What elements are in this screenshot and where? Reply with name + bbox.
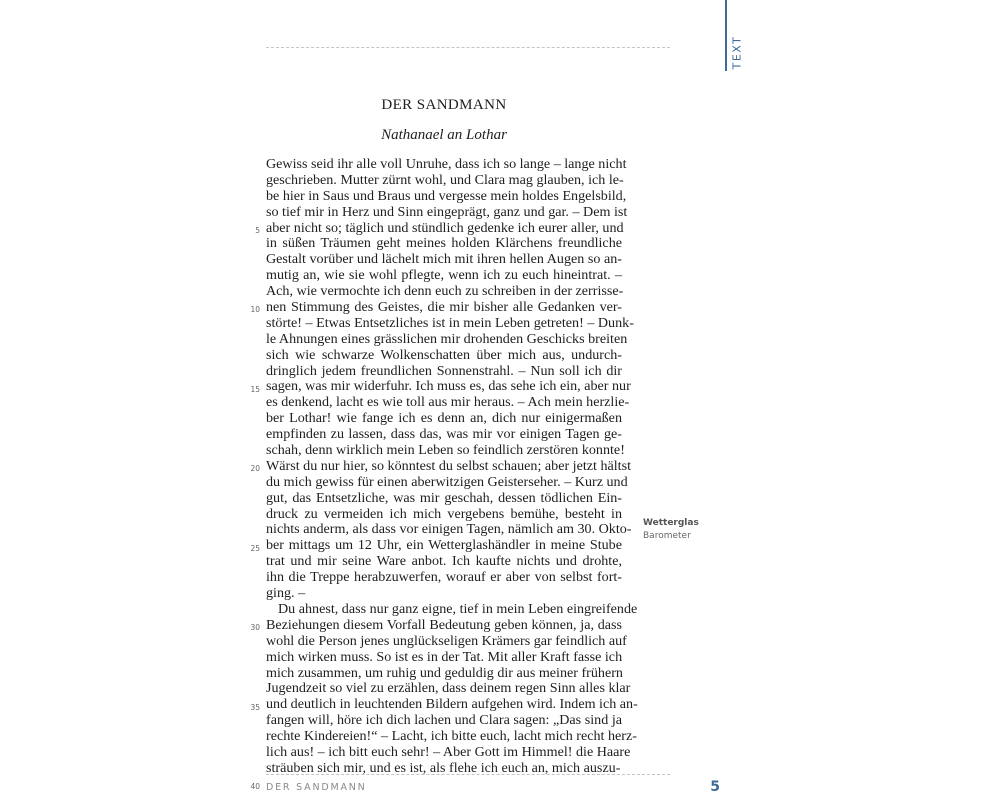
text-line: wohl die Person jenes unglückseligen Krämers gar feindlich auf (266, 632, 627, 649)
text-line: ber Lothar! wie fange ich es denn an, dich nur einigermaßen (266, 410, 622, 427)
side-tab-label: TEXT (730, 35, 744, 69)
text-line: dringlich jedem freundlichen Sonnenstrahl. – Nun soll ich dir (266, 362, 622, 379)
text-line: geschrieben. Mutter zürnt wohl, und Clara mag glauben, ich le- (266, 171, 624, 188)
text-line: Wärst du nur hier, so könntest du selbst schauen; aber jetzt hältst (266, 457, 631, 474)
side-tab (727, 30, 747, 74)
text-line: ihn die Treppe herabzuwerfen, worauf er aber von selbst fort- (266, 569, 622, 586)
text-line: sträuben sich mir, und es ist, als flehe ich euch an, mich auszu- (266, 759, 621, 776)
letter-title: Nathanael an Lothar (381, 127, 507, 143)
text-line: gut, das Entsetzliche, was mir geschah, dessen tödlichen Ein- (266, 489, 622, 506)
text-line: rechte Kindereien!“ – Lacht, ich bitte euch, lacht mich recht herz- (266, 728, 637, 745)
line-number: 35 (250, 702, 260, 712)
text-line: schah, denn wirklich mein Leben so feindlich zerstören konnte! (266, 442, 625, 459)
gloss-definition: Barometer (643, 531, 691, 541)
text-line: ber mittags um 12 Uhr, ein Wetterglashändler in meine Stube (266, 537, 622, 554)
text-line: be hier in Saus und Braus und vergesse mein holdes Engelsbild, (266, 187, 627, 204)
text-line: trat und mir seine Ware anbot. Ich kaufte nichts und drohte, (266, 553, 622, 570)
text-line: mich zusammen, um ruhig und geduldig dir aus meiner frühern (266, 664, 623, 681)
footer-title: DER SANDMANN (266, 782, 367, 793)
text-line: Beziehungen diesem Vorfall Bedeutung geben können, ja, dass (266, 616, 622, 633)
text-line: und deutlich in leuchtenden Bildern aufgehen wird. Indem ich an- (266, 696, 638, 713)
text-line: nichts anderm, als dass vor einigen Tagen, nämlich am 30. Okto- (266, 521, 632, 538)
text-line: mich wirken muss. So ist es in der Tat. Mit aller Kraft fasse ich (266, 648, 623, 665)
text-line: nen Stimmung des Geistes, die mir bisher alle Gedanken ver- (266, 299, 622, 316)
line-number: 15 (250, 384, 260, 394)
text-line: störte! – Etwas Entsetzliches ist in mein Leben getreten! – Dunk- (266, 314, 634, 331)
gloss-term: Wetterglas (643, 518, 699, 528)
text-line: ging. – (266, 585, 306, 602)
text-line: Gewiss seid ihr alle voll Unruhe, dass ich so lange – lange nicht (266, 156, 627, 172)
text-line: mutig an, wie sie wohl pflegte, wenn ich zu euch hineintrat. – (266, 267, 622, 284)
line-number: 25 (250, 543, 260, 553)
bottom-dashed-rule (266, 774, 670, 775)
text-line: fangen will, höre ich dich lachen und Clara sagen: „Das sind ja (266, 712, 622, 729)
text-line: Ach, wie vermochte ich denn euch zu schreiben in der zerrisse- (266, 283, 624, 300)
body-text (266, 156, 638, 777)
top-dashed-rule (266, 47, 670, 48)
text-line: so tief mir in Herz und Sinn eingeprägt, ganz und gar. – Dem ist (266, 203, 628, 220)
text-line: Du ahnest, dass nur ganz eigne, tief in mein Leben eingreifende (278, 600, 638, 617)
text-line: lich aus! – ich bitt euch sehr! – Aber Gott im Himmel! die Haare (266, 743, 631, 760)
story-title: DER SANDMANN (381, 97, 507, 113)
line-number: 30 (250, 623, 260, 633)
text-line: empfinden zu lassen, dass das, was mir vor einigen Tagen ge- (266, 426, 622, 443)
text-line: in süßen Träumen geht meines holden Klärchens freundliche (266, 235, 622, 252)
text-line: du mich gewiss für einen aberwitzigen Geisterseher. – Kurz und (266, 473, 628, 490)
text-line: aber nicht so; täglich und stündlich gedenke ich eurer aller, und (266, 219, 624, 236)
text-line: le Ahnungen eines grässlichen mir drohenden Geschicks breiten (266, 330, 628, 347)
page-number: 5 (710, 779, 720, 795)
line-number: 5 (255, 225, 260, 235)
line-number: 20 (250, 464, 260, 474)
text-line: sich wie schwarze Wolkenschatten über mich aus, undurch- (266, 346, 622, 363)
line-number: 10 (250, 305, 260, 315)
text-line: es denkend, lacht es wie toll aus mir heraus. – Ach mein herzlie- (266, 394, 630, 411)
text-line: Gestalt vorüber und lächelt mich mit ihren hellen Augen so an- (266, 251, 622, 268)
text-line: Jugendzeit so viel zu erzählen, dass deinem regen Sinn alles klar (266, 680, 631, 697)
line-number: 40 (250, 782, 260, 792)
text-line: sagen, was mir widerfuhr. Ich muss es, das sehe ich ein, aber nur (266, 378, 631, 395)
text-line: druck zu vermeiden ich mich vergebens bemühe, besteht in (266, 505, 622, 522)
